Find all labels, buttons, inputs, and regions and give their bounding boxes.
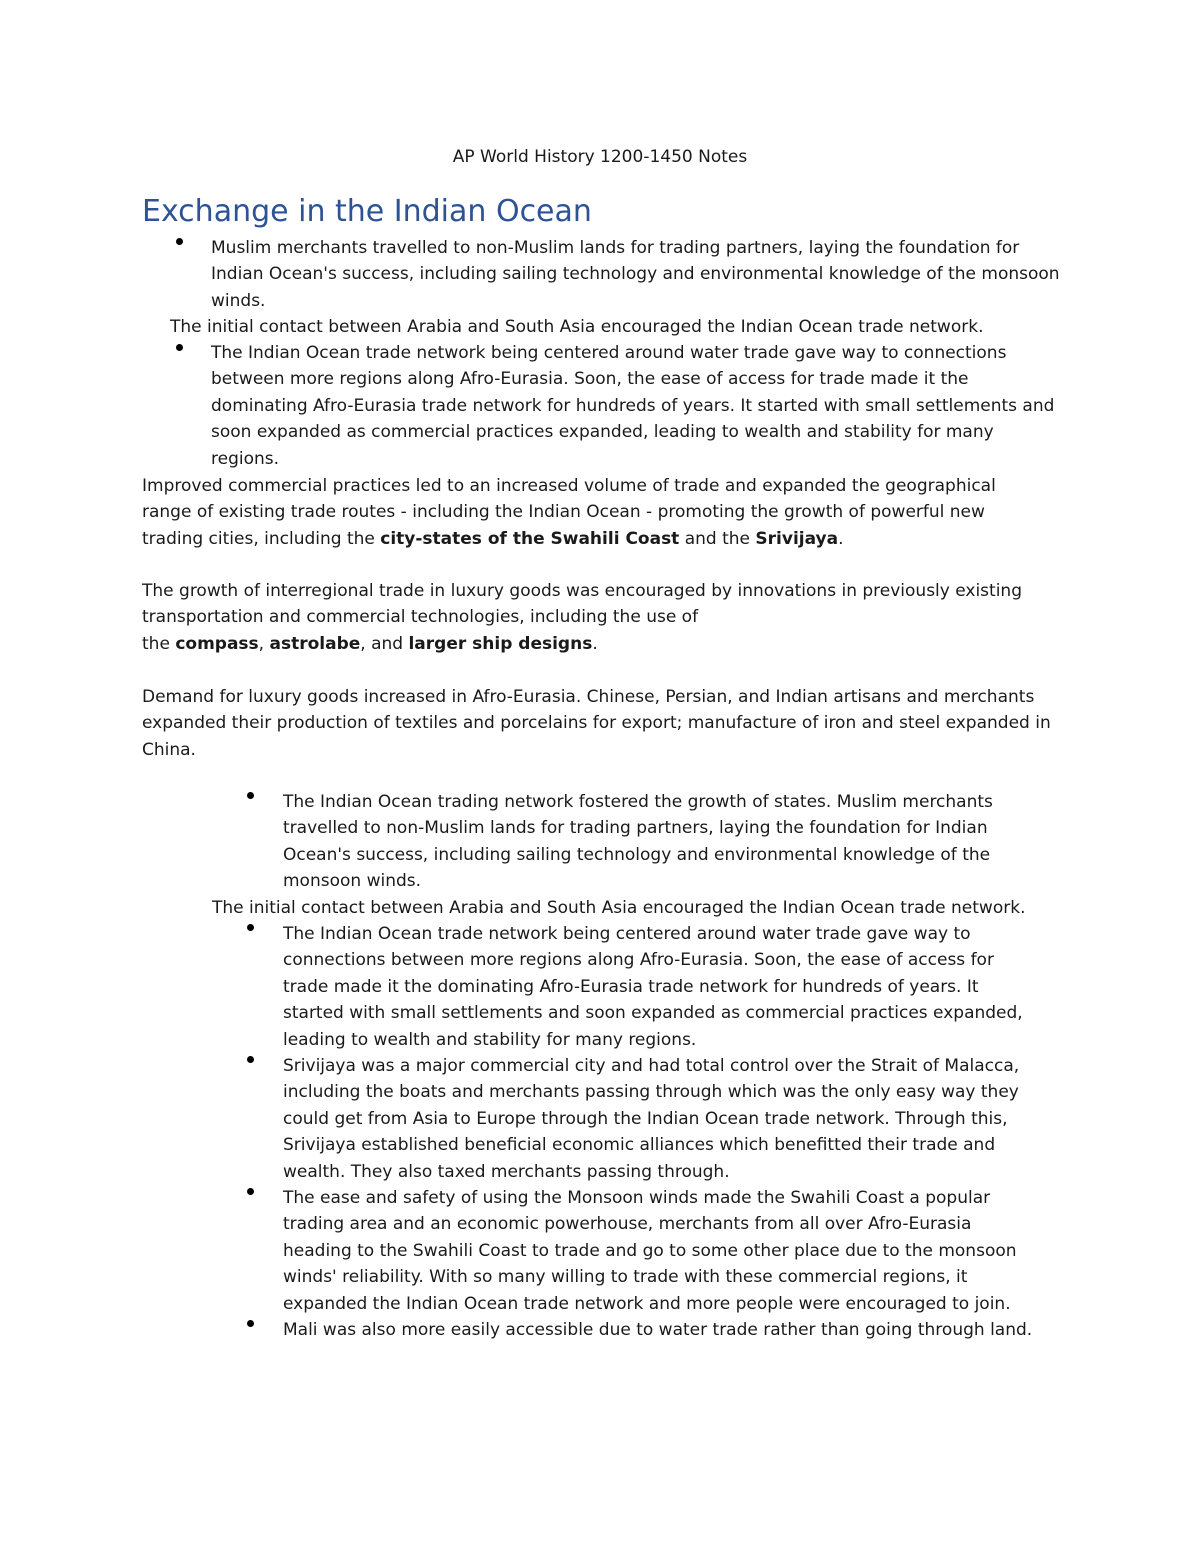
- bullet-icon: [247, 924, 254, 931]
- paragraph-text: , and: [360, 633, 409, 654]
- bullet-icon: [247, 1320, 254, 1327]
- bullet-item: Mali was also more easily accessible due to water trade rather than going through land.: [283, 1320, 1033, 1340]
- bold-term: larger ship designs: [408, 633, 593, 654]
- bullet-icon: [176, 344, 183, 351]
- bullet-item: The Indian Ocean trade network being centered around water trade gave way to connections between more regions along Afro-Eurasia. Soon, the ease of access for trade made it the dominating Afro-Eurasia trade network for hundreds of years. It started with small settlements and soon expanded as commercial practices expanded, leading to wealth and stability for many regions.: [283, 924, 1023, 1050]
- bullet-icon: [247, 792, 254, 799]
- bullet-item: Muslim merchants travelled to non-Muslim lands for trading partners, laying the foundation for Indian Ocean's success, including sailing technology and environmental knowledge of the monsoon winds.: [211, 238, 1060, 311]
- paragraph-interregional-growth: [142, 578, 1062, 657]
- paragraph-text: Improved commercial practices led to an increased volume of trade and expanded the geographical range of existing trade routes - including the Indian Ocean - promoting the growth of powerful new trading cities, including the: [142, 476, 996, 549]
- paragraph-text: the: [142, 633, 176, 654]
- bullet-item: Srivijaya was a major commercial city and had total control over the Strait of Malacca, including the boats and merchants passing through which was the only easy way they could get from Asia to Europe through the Indian Ocean trade network. Through this, Srivijaya established beneficial economic alliances which benefitted their trade and wealth. They also taxed merchants passing through.: [283, 1056, 1020, 1182]
- paragraph-text: .: [592, 633, 598, 654]
- paragraph-text: ,: [258, 633, 270, 654]
- bold-term: city-states of the Swahili Coast: [380, 528, 680, 549]
- paragraph-text: and the: [679, 528, 756, 549]
- bullet-icon: [176, 238, 183, 245]
- bullet-item: The ease and safety of using the Monsoon winds made the Swahili Coast a popular trading area and an economic powerhouse, merchants from all over Afro-Eurasia heading to the Swahili Coast to trade and go to some other place due to the monsoon winds' reliability. With so many willing to trade with these commercial regions, it expanded the Indian Ocean trade network and more people were encouraged to join.: [283, 1188, 1017, 1314]
- paragraph-luxury-demand: Demand for luxury goods increased in Afro-Eurasia. Chinese, Persian, and Indian artisans and merchants expanded their production of textiles and porcelains for export; manufacture of iron and steel expanded in China.: [142, 687, 1051, 760]
- bold-term: compass: [175, 633, 259, 654]
- bullet-item: The Indian Ocean trade network being centered around water trade gave way to connections between more regions along Afro-Eurasia. Soon, the ease of access for trade made it the dominating Afro-Eurasia trade network for hundreds of years. It started with small settlements and soon expanded as commercial practices expanded, leading to wealth and stability for many regions.: [211, 343, 1055, 469]
- paragraph: The initial contact between Arabia and South Asia encouraged the Indian Ocean trade network.: [212, 898, 1026, 918]
- paragraph: The initial contact between Arabia and South Asia encouraged the Indian Ocean trade network.: [170, 317, 984, 337]
- paragraph-text: The growth of interregional trade in luxury goods was encouraged by innovations in previously existing transportation and commercial technologies, including the use of: [142, 581, 1022, 628]
- bullet-icon: [247, 1056, 254, 1063]
- document-title: AP World History 1200-1450 Notes: [452, 147, 748, 167]
- bold-term: Srivijaya: [755, 528, 839, 549]
- bullet-icon: [247, 1188, 254, 1195]
- paragraph-text: .: [838, 528, 844, 549]
- paragraph-improved-practices: [142, 473, 1022, 552]
- bold-term: astrolabe: [269, 633, 361, 654]
- section-heading: Exchange in the Indian Ocean: [142, 194, 592, 229]
- bullet-item: The Indian Ocean trading network fostered the growth of states. Muslim merchants travelled to non-Muslim lands for trading partners, laying the foundation for Indian Ocean's success, including sailing technology and environmental knowledge of the monsoon winds.: [283, 792, 993, 892]
